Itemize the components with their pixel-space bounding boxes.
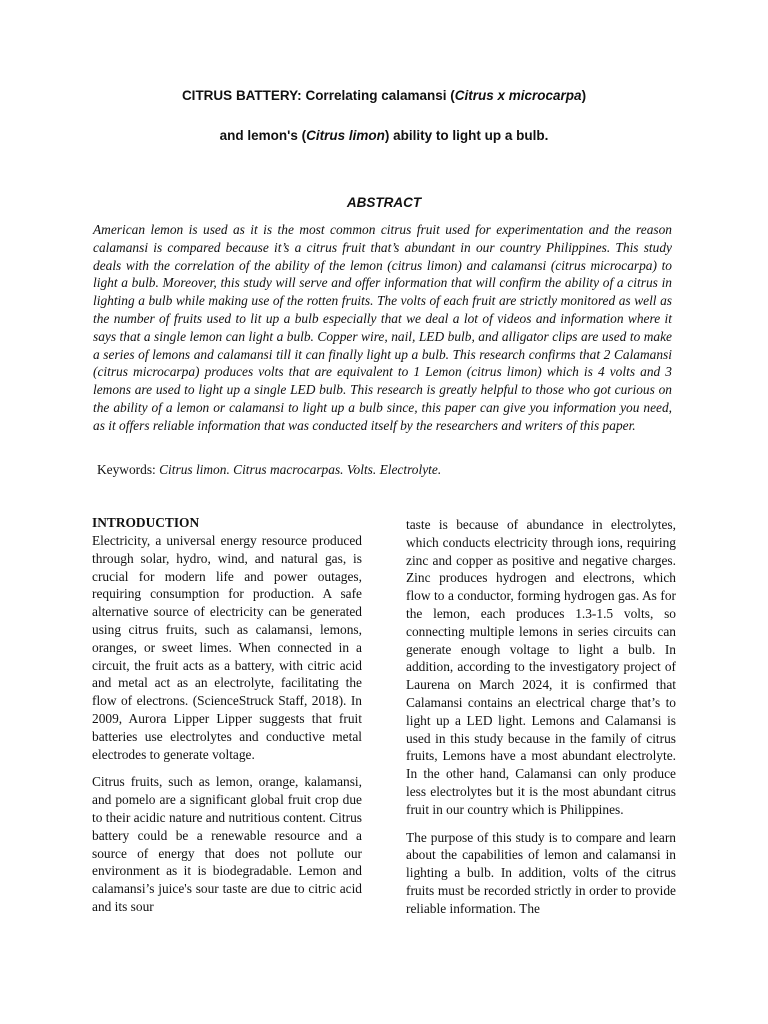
keywords-values: Citrus limon. Citrus macrocarpas. Volts. Electrolyte. — [159, 462, 442, 477]
title-suffix-1: ) — [581, 88, 587, 103]
abstract-body: American lemon is used as it is the most common citrus fruit used for experimentation and the reason calamansi is compared because it’s a citrus fruit that’s abundant in our country Philippines. This study deals with the correlation of the ability of the lemon (citrus limon) and calamansi (citrus microcarpa) to light a bulb. Moreover, this study will serve and offer information that will confirm the ability of a citrus in lighting a bulb while making use of the rotten fruits. The volts of each fruit are strictly monitored as well as the number of fruits used to lit up a bulb especially that we deal a lot of videos and information where it says that a single lemon can light a bulb. Copper wire, nail, LED bulb, and alligator clips are used to make a series of lemons and calamansi till it can finally light up a bulb. This research confirms that 2 Calamansi (citrus microcarpa) produces volts that are equivalent to 1 Lemon (citrus limon) which is 4 volts and 3 lemons are used to light up a single LED bulb. This research is greatly helpful to those who got curious on the ability of a lemon or calamansi to light up a bulb since, this paper can give you information you need, as it offers reliable information that was conducted itself by the researchers and writers of this paper. — [93, 222, 672, 433]
keywords-label: Keywords: — [97, 462, 160, 477]
paper-title-line-1 — [0, 87, 768, 105]
abstract-heading: ABSTRACT — [346, 195, 422, 210]
paper-title-line-2 — [0, 127, 768, 145]
title-scientific-name-2: Citrus limon — [306, 128, 385, 143]
intro-paragraph-4: The purpose of this study is to compare and learn about the capabilities of lemon and calamansi in lighting a bulb. In addition, volts of the citrus fruits must be recorded strictly in order to provide reliable information. The — [406, 829, 676, 916]
intro-paragraph-2: Citrus fruits, such as lemon, orange, kalamansi, and pomelo are a significant global fruit crop due to their acidic nature and nutritious content. Citrus battery could be a renewable resource and a source of energy that does not pollute our environment as it is biodegradable. Lemon and calamansi’s juice's sour taste are due to citric acid and its sour — [92, 774, 362, 914]
intro-paragraph-3: taste is because of abundance in electrolytes, which conducts electricity through ions, requiring zinc and copper as positive and negative charges. Zinc produces hydrogen and electrons, which flow to a conductor, forming hydrogen gas. As for the lemon, each produces 1.3-1.5 volts, so connecting multiple lemons in series circuits can generate enough voltage to light a bulb. In addition, according to the investigatory project of Laurena on March 2024, it is confirmed that Calamansi contains an electrical charge that’s to light up a LED light. Lemons and Calamansi is used in this study because in the family of citrus fruits, Lemons have a most abundant electrolyte. In the other hand, Calamansi can only produce less electrolytes but it is the most abundant citrus fruit in our country which is Philippines. — [406, 517, 676, 817]
right-column — [406, 516, 676, 928]
introduction-heading: INTRODUCTION — [92, 515, 200, 530]
title-text-1: Correlating calamansi ( — [301, 88, 455, 103]
keywords-line — [97, 461, 697, 479]
title-scientific-name-1: Citrus x microcarpa — [454, 88, 582, 103]
intro-paragraph-1: Electricity, a universal energy resource produced through solar, hydro, wind, and natural gas, is crucial for modern life and power outages, requiring consumption for production. A safe alternative source of electricity can be generated using citrus fruits, such as calamansi, lemons, oranges, or sweet limes. When connected in a circuit, the fruit acts as a battery, with citric acid and metal act as an electrolyte, facilitating the flow of electrons. (ScienceStruck Staff, 2018). In 2009, Aurora Lipper Lipper suggests that fruit batteries use electrolytes and conductive metal electrodes to generate voltage. — [92, 533, 362, 762]
left-column — [92, 514, 362, 926]
title-suffix-2: ) ability to light up a bulb. — [384, 128, 549, 143]
title-text-2: and lemon's ( — [219, 128, 307, 143]
title-prefix: CITRUS BATTERY: — [181, 88, 302, 103]
